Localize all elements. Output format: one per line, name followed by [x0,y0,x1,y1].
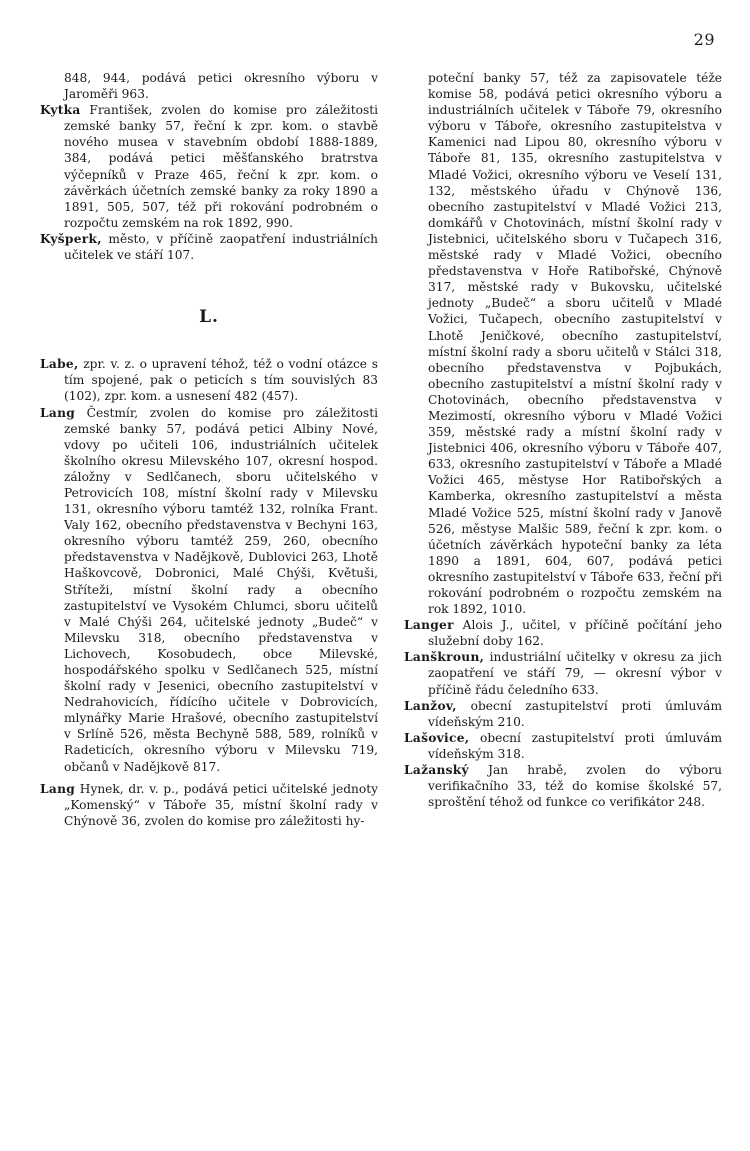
index-entry-lazansky [404,762,722,810]
index-entry-lanzov [404,698,722,730]
entry-heading: Lažanský [404,763,469,778]
entry-text: František, zvolen do komise pro záležitosti zemské banky 57, řeční k zpr. kom. o stavbě nového musea v stavebním období 1888-1889, 384, podává petici měšťanského bratrstva výčepníků v Praze 465, řeční k zpr. kom. o závěrkách účetních zemské banky za roky 1890 a 1891, 505, 507, též při rokování podrobném o rozpočtu zemském na rok 1892, 990. [64,103,378,230]
index-entry-labe [40,356,378,404]
page-number: 29 [693,30,715,49]
entry-text: obecní zastupitelství proti úmluvám vídeňským 318. [428,730,722,761]
left-column [40,70,378,829]
entry-heading: Lašovice, [404,730,470,745]
index-entry-lang-hynek [40,781,378,829]
entry-heading: Kyšperk, [40,231,102,246]
index-entry-kytka [40,102,378,231]
entry-text: poteční banky 57, též za zapisovatele téže komise 58, podává petici okresního výboru a industriálních učitelek v Táboře 79, okresního výboru v Táboře, okresního zastupitelstva v Kamenici nad Lipou 80, okresního výboru v Táboře 81, 135, okresního zastupitelstva v Mladé Vožici, okresního výboru ve Veselí 131, 132, městského úřadu v Chýnově 136, obecního zastupitelství v Mladé Vožici 213, domkářů v Chotovinách, místní školní rady v Jistebnici, učitelského sboru v Tučapech 316, městské rady v Mladé Vožici, obecního představenstva v Hoře Ratibořské, Chýnově 317, městské rady v Bukovsku, učitelské jednoty „Budeč“ a sboru učitelů v Mladé Vožici, Tučapech, obecního zastupitelství v Lhotě Jeničkové, obecního zastupitelství, místní školní rady a sboru učitelů v Stálci 318, obecního představenstva v Pojbukách, obecního zastupitelství a místní školní rady v Chotovinách, obecního představenstva v Mezimostí, okresního výboru v Mladé Vožici 359, městské rady a místní školní rady v Jistebnici 406, okresního výboru v Táboře 407, 633, okresního zastupitelství v Táboře a Mladé Vožici 465, městyse Hor Ratibořských a Kamberka, okresního zastupitelství a města Mladé Vožice 525, místní školní rady v Janově 526, městyse Malšic 589, řeční k zpr. kom. o účetních závěrkách hypoteční banky za léta 1890 a 1891, 604, 607, podává petici okresního zastupitelství v Táboře 633, řeční při rokování podrobném o rozpočtu zemském na rok 1892, 1010. [428,71,722,617]
entry-heading: Lang [40,781,76,796]
entry-text: obecní zastupitelství proti úmluvám vídeňským 210. [428,698,722,729]
right-column [404,70,722,810]
entry-heading: Kytka [40,103,81,118]
entry-text: Čestmír, zvolen do komise pro záležitosti zemské banky 57, podává petici Albiny Nové, vdovy po učiteli 106, industriálních učitelek školního okresu Milevského 107, okresní hospod. záložny v Sedlčanech, sboru učitelského v Petrovicích 108, místní školní rady v Milevsku 131, okresního výboru tamtéž 132, rolníka Frant. Valy 162, obecního představenstva v Bechyni 163, okresního výboru tamtéž 259, 260, obecního představenstva v Nadějkově, Dublovici 263, Lhotě Haškovcově, Dobronici, Malé Chýši, Květuši, Stříteži, místní školní rady a obecního zastupitelství ve Vysokém Chlumci, sboru učitelů v Malé Chýši 264, učitelské jednoty „Budeč“ v Milevsku 318, obecního představenstva v Lichovech, Kosobudech, obce Milevské, hospodářského spolku v Sedlčanech 525, místní školní rady v Jesenici, obecního zastupitelství v Nedrahovicích, řídícího učitele v Dobrovicích, mlynářky Marie Hrašové, obecního zastupitelství v Srlíně 526, města Bechyně 588, 589, rolníků v Radeticích, okresního výboru v Milevsku 719, občanů v Nadějkově 817. [64,405,378,774]
index-entry-kysperk [40,231,378,263]
entry-heading: Lanškroun, [404,650,485,665]
index-entry-lang-cestmir [40,405,378,775]
entry-heading: Langer [404,618,454,633]
index-entry-continuation [404,70,722,617]
entry-heading: Lanžov, [404,698,457,713]
entry-text: 848, 944, podává petici okresního výboru v Jaroměři 963. [64,71,378,102]
entry-heading: Labe, [40,357,79,372]
index-entry-continuation [40,70,378,102]
entry-text: Jan hrabě, zvolen do výboru verifikačního 33, též do komise školské 57, sproštění téhož od funkce co verifikátor 248. [428,763,722,810]
index-entry-lasovice [404,730,722,762]
entry-text: Hynek, dr. v. p., podává petici učitelské jednoty „Komenský“ v Táboře 35, místní školní rady v Chýnově 36, zvolen do komise pro záležitosti hy- [64,781,378,828]
entry-text: město, v příčině zaopatření industriálních učitelek ve stáří 107. [64,231,378,263]
section-letter: L. [199,307,219,328]
entry-text: zpr. v. z. o upravení téhož, též o vodní otázce s tím spojené, pak o peticích s tím souvislých 83 (102), zpr. kom. a usnesení 482 (457). [64,357,378,404]
index-entry-langer [404,617,722,649]
entry-text: industriální učitelky v okresu za jich zaopatření ve stáří 79, — okresní výbor v příčině řádu čeledního 633. [428,650,722,697]
entry-text: Alois J., učitel, v příčině počítání jeho služební doby 162. [428,618,722,649]
entry-heading: Lang [40,405,76,420]
index-entry-lanskroun [404,649,722,697]
